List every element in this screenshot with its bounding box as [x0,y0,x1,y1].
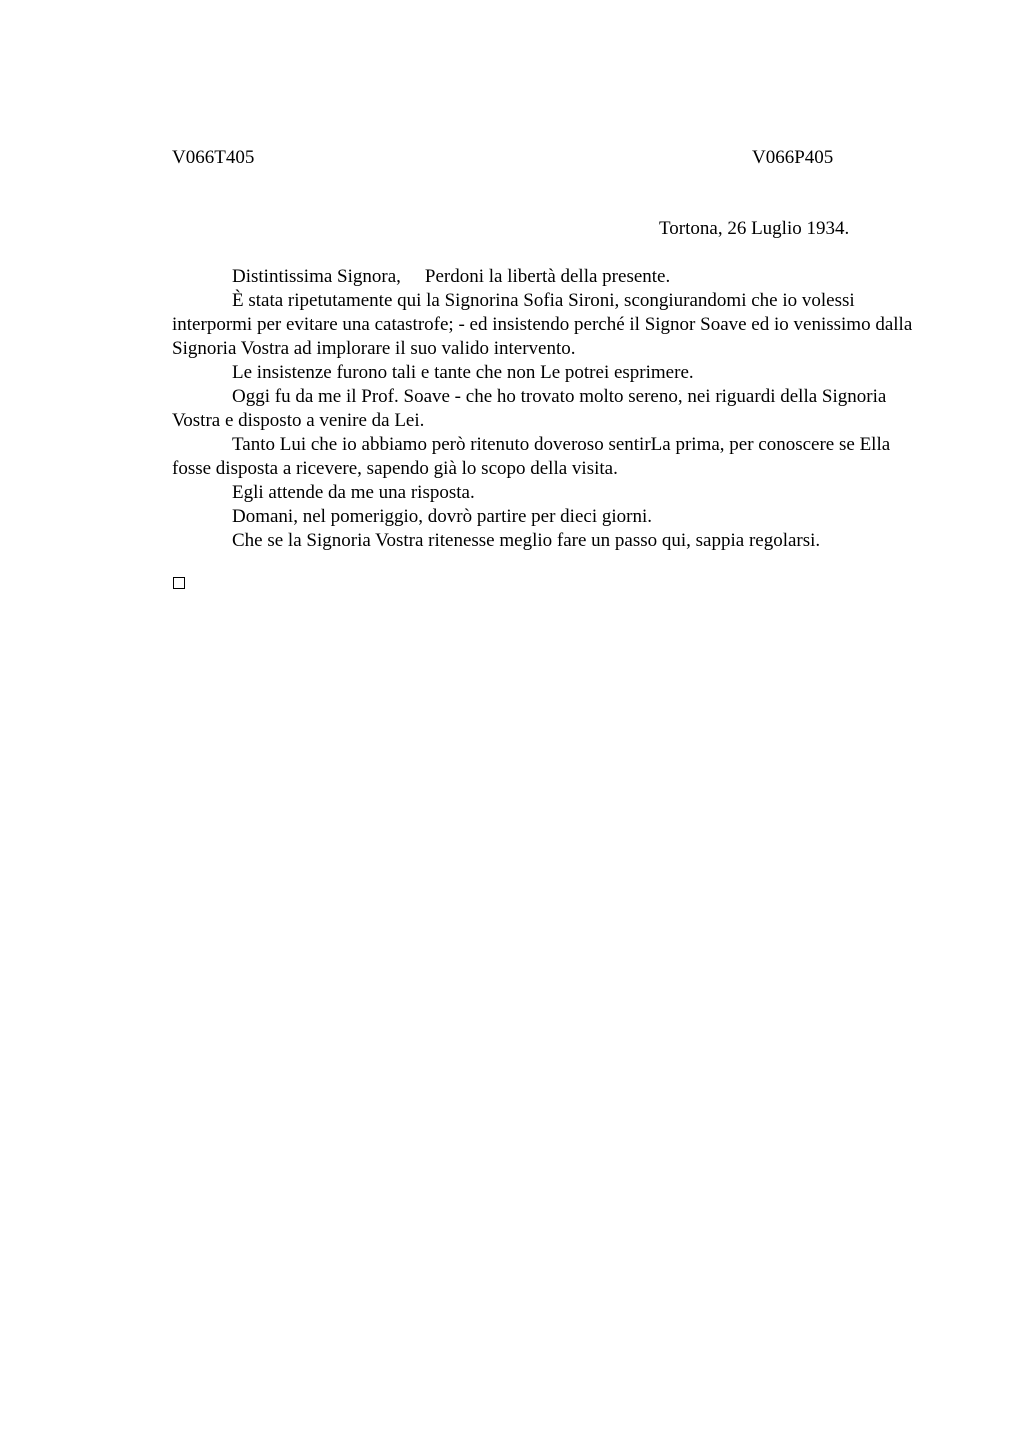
letter-salutation-line [172,265,917,289]
letter-paragraph: È stata ripetutamente qui la Signorina Sofia Sironi, scongiurandomi che io volessi interpormi per evitare una catastrofe; - ed insistendo perché il Signor Soave ed io venissimo dalla Signoria Vostra ad implorare il suo valido intervento. [172,290,913,359]
letter-paragraph: Che se la Signoria Vostra ritenesse meglio fare un passo qui, sappia regolarsi. [232,530,821,551]
letter-opening: Perdoni la libertà della presente. [424,266,671,287]
document-code-right: V066P405 [752,147,834,168]
letter-paragraph: Tanto Lui che io abbiamo però ritenuto doveroso sentirLa prima, per conoscere se Ella fosse disposta a ricevere, sapendo già lo scopo della visita. [172,434,891,479]
letter-date: Tortona, 26 Luglio 1934. [659,218,850,239]
letter-paragraph: Oggi fu da me il Prof. Soave - che ho trovato molto sereno, nei riguardi della Signoria Vostra e disposto a venire da Lei. [172,386,887,431]
letter-body [172,265,917,553]
letter-salutation: Distintissima Signora, [232,266,401,287]
letter-paragraph: Le insistenze furono tali e tante che non Le potrei esprimere. [232,362,694,383]
document-code-left: V066T405 [172,147,255,168]
empty-checkbox-icon [173,577,185,589]
letter-paragraph: Egli attende da me una risposta. [232,482,475,503]
letter-paragraph: Domani, nel pomeriggio, dovrò partire per dieci giorni. [232,506,652,527]
